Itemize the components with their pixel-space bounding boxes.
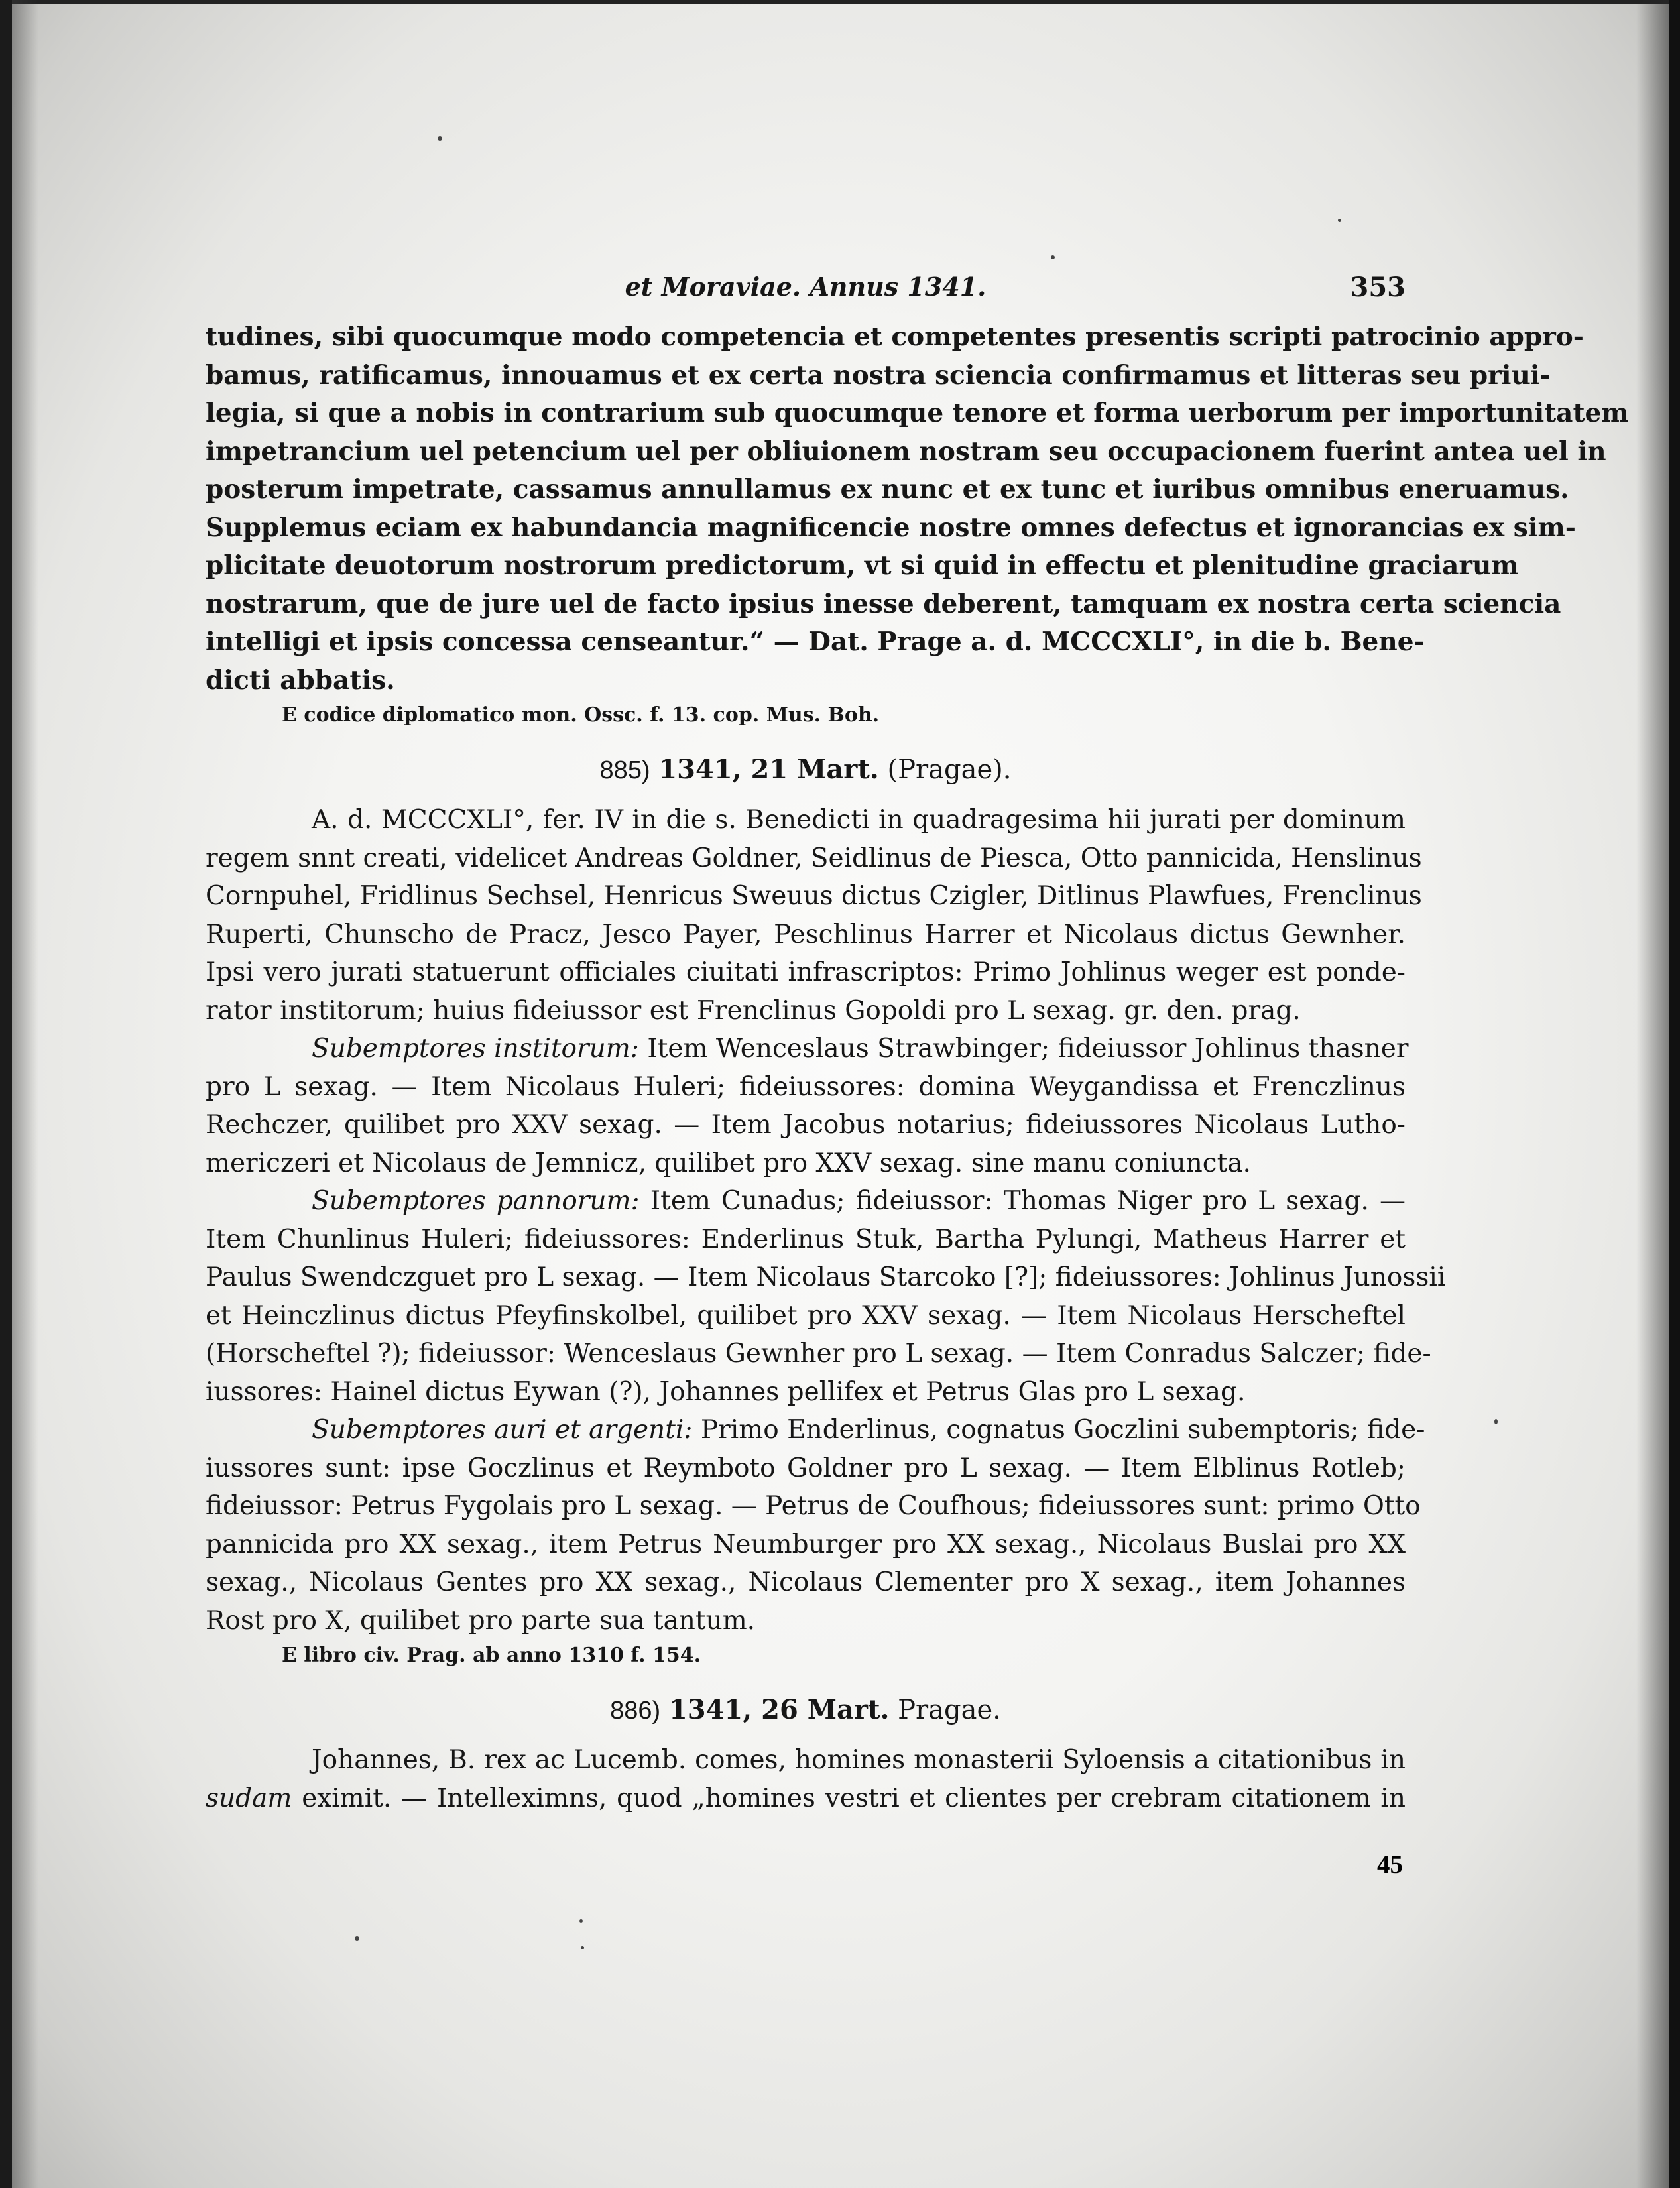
section-label: Subemptores pannorum:	[312, 1186, 640, 1216]
continued-charter-text	[206, 318, 1629, 699]
text-line: mericzeri et Nicolaus de Jemnicz, quilibet pro XXV sexag. sine manu coniuncta.	[206, 1148, 1251, 1178]
text-span: Primo Enderlinus, cognatus Goczlini subemptoris; fide-	[700, 1415, 1425, 1445]
section-label: Subemptores institorum:	[312, 1034, 639, 1064]
entry-heading-885	[206, 753, 1406, 788]
entry-place: (Pragae).	[887, 755, 1012, 785]
entry-885-paragraph-2	[206, 1030, 1409, 1182]
section-label: Subemptores auri et argenti:	[312, 1415, 693, 1445]
entry-886-paragraph-1	[206, 1741, 1406, 1817]
text-line: plicitate deuotorum nostrorum predictorum, vt si quid in effectu et plenitudine graciarum	[206, 550, 1519, 581]
scan-speck	[581, 1946, 584, 1949]
text-line: nostrarum, que de jure uel de facto ipsius inesse deberent, tamquam ex nostra certa sciencia	[206, 588, 1561, 619]
text-line: iussores sunt: ipse Goczlinus et Reymboto Goldner pro L sexag. — Item Elblinus Rotleb;	[206, 1453, 1406, 1483]
italic-word: sudam	[206, 1783, 292, 1813]
source-citation: E codice diplomatico mon. Ossc. f. 13. cop. Mus. Boh.	[282, 703, 880, 727]
entry-date: 1341, 21 Mart.	[658, 754, 879, 785]
entry-number: 886)	[610, 1697, 661, 1725]
scan-edge-right	[1669, 0, 1680, 2188]
text-line	[206, 1182, 1406, 1221]
scan-shadow-left	[12, 0, 38, 2188]
text-line: sexag., Nicolaus Gentes pro XX sexag., Nicolaus Clementer pro X sexag., item Johannes	[206, 1567, 1406, 1597]
page-body	[206, 272, 1629, 1817]
text-line: iussores: Hainel dictus Eywan (?), Johannes pellifex et Petrus Glas pro L sexag.	[206, 1376, 1246, 1407]
text-line: (Horscheftel ?); fideiussor: Wenceslaus Gewnher pro L sexag. — Item Conradus Salczer; fide-	[206, 1339, 1431, 1368]
entry-place: Pragae.	[898, 1695, 1001, 1725]
text-line: tudines, sibi quocumque modo competencia et competentes presentis scripti patrocinio appro-	[206, 322, 1584, 352]
source-citation: E libro civ. Prag. ab anno 1310 f. 154.	[282, 1644, 701, 1667]
text-line: Rost pro X, quilibet pro parte sua tantum.	[206, 1605, 756, 1636]
entry-885-paragraph-1	[206, 801, 1422, 1030]
scan-speck	[1338, 219, 1341, 222]
text-line: rator institorum; huius fideiussor est Frenclinus Gopoldi pro L sexag. gr. den. prag.	[206, 995, 1301, 1026]
text-line: posterum impetrate, cassamus annullamus ex nunc et ex tunc et iuribus omnibus eneruamus.	[206, 474, 1569, 505]
page-number: 353	[1350, 272, 1406, 303]
text-line: impetrancium uel petencium uel per obliuionem nostram seu occupacionem fuerint antea uel in	[206, 436, 1606, 467]
scan-speck	[438, 136, 442, 141]
text-line: Supplemus eciam ex habundancia magnificencie nostre omnes defectus et ignorancias ex sim-	[206, 512, 1576, 543]
text-line: Paulus Swendczguet pro L sexag. — Item Nicolaus Starcoko [?]; fideiussores: Johlinus Junossii	[206, 1262, 1446, 1292]
text-span: Item Cunadus; fideiussor: Thomas Niger pro L sexag. —	[650, 1186, 1406, 1216]
text-line: legia, si que a nobis in contrarium sub quocumque tenore et forma uerborum per importunitatem	[206, 398, 1629, 428]
scan-shadow-right	[1636, 0, 1669, 2188]
entry-885-paragraph-4	[206, 1411, 1425, 1640]
scan-speck	[579, 1919, 583, 1923]
text-line: fideiussor: Petrus Fygolais pro L sexag. — Petrus de Coufhous; fideiussores sunt: primo Otto	[206, 1491, 1421, 1521]
running-head-title: et Moraviae. Annus 1341.	[625, 272, 987, 302]
text-line: pro L sexag. — Item Nicolaus Huleri; fideiussores: domina Weygandissa et Frenczlinus	[206, 1071, 1406, 1102]
text-line: regem snnt creati, videlicet Andreas Goldner, Seidlinus de Piesca, Otto pannicida, Henslinus	[206, 843, 1422, 873]
entry-number: 885)	[599, 757, 650, 784]
text-line: Ruperti, Chunscho de Pracz, Jesco Payer, Peschlinus Harrer et Nicolaus dictus Gewnher.	[206, 919, 1406, 949]
text-line: et Heinczlinus dictus Pfeyfinskolbel, quilibet pro XXV sexag. — Item Nicolaus Herscheftel	[206, 1300, 1406, 1331]
text-span: Item Wenceslaus Strawbinger; fideiussor Johlinus thasner	[647, 1034, 1409, 1064]
text-line	[206, 1411, 1425, 1449]
scan-edge-top	[0, 0, 1680, 4]
entry-heading-886	[206, 1693, 1406, 1728]
text-line: Ipsi vero jurati statuerunt officiales ciuitati infrascriptos: Primo Johlinus weger est ponde-	[206, 957, 1406, 987]
text-line: Item Chunlinus Huleri; fideiussores: Enderlinus Stuk, Bartha Pylungi, Matheus Harrer et	[206, 1224, 1406, 1254]
scan-speck	[355, 1936, 359, 1941]
entry-date: 1341, 26 Mart.	[668, 1694, 890, 1725]
text-line: A. d. MCCCXLI°, fer. IV in die s. Benedicti in quadragesima hii jurati per dominum	[312, 805, 1406, 835]
text-line	[206, 1030, 1409, 1068]
scan-speck	[1051, 255, 1055, 259]
text-line: Cornpuhel, Fridlinus Sechsel, Henricus Sweuus dictus Czigler, Ditlinus Plawfues, Frenclinus	[206, 881, 1422, 911]
text-line: dicti abbatis.	[206, 664, 395, 696]
entry-885-paragraph-3	[206, 1182, 1446, 1411]
text-line: Johannes, B. rex ac Lucemb. comes, homines monasterii Syloensis a citationibus in	[312, 1745, 1406, 1775]
text-line: Rechczer, quilibet pro XXV sexag. — Item Jacobus notarius; fideiussores Nicolaus Lutho-	[206, 1110, 1406, 1140]
signature-mark: 45	[1377, 1851, 1403, 1879]
running-head	[206, 272, 1406, 318]
scan-speck	[1494, 1419, 1498, 1424]
text-line: pannicida pro XX sexag., item Petrus Neumburger pro XX sexag., Nicolaus Buslai pro XX	[206, 1529, 1406, 1559]
text-line: intelligi et ipsis concessa censeantur.“ — Dat. Prage a. d. MCCCXLI°, in die b. Bene-	[206, 627, 1425, 657]
text-line	[206, 1780, 1406, 1818]
text-span: eximit. — Intelleximns, quod „homines vestri et clientes per crebram citationem in	[292, 1783, 1406, 1813]
text-line: bamus, ratificamus, innouamus et ex certa nostra sciencia confirmamus et litteras seu priui-	[206, 359, 1551, 391]
scan-edge-left	[0, 0, 12, 2188]
